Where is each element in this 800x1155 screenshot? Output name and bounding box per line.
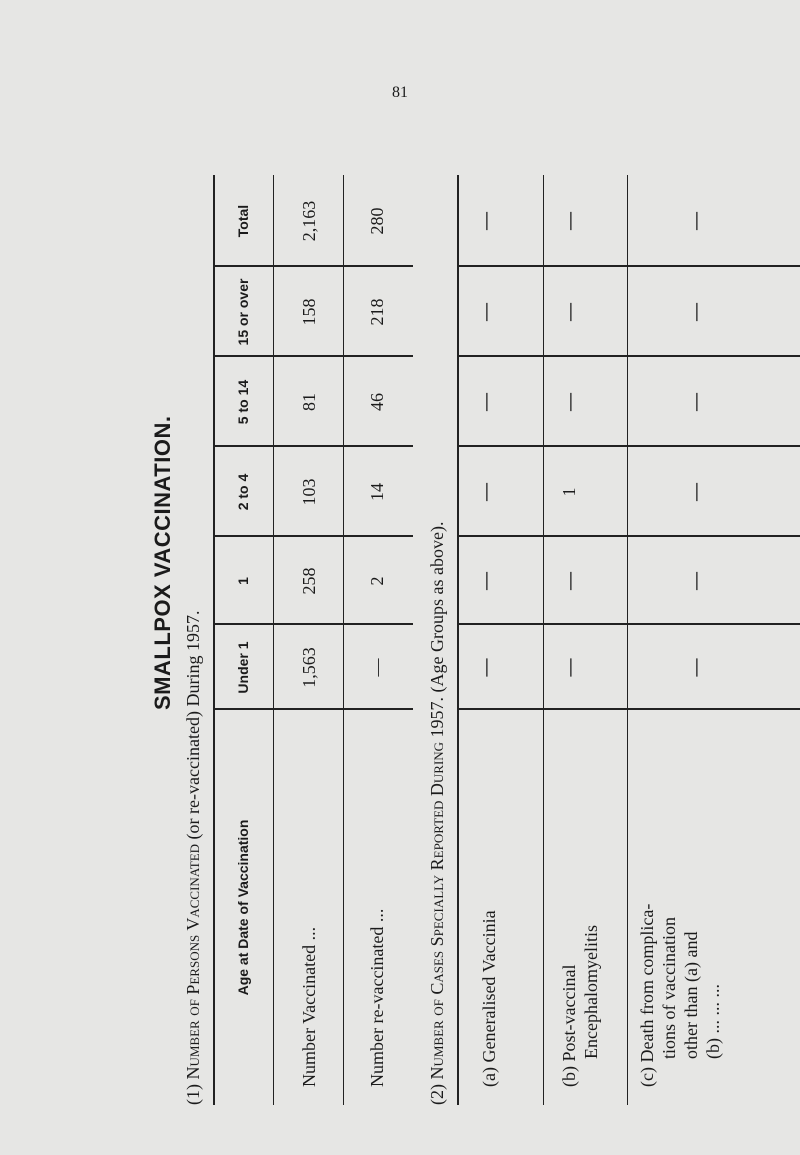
section-2-prefix: (2) Number of Cases Specially Reported During 1957. <box>427 696 447 1105</box>
table-cell: — <box>475 393 495 411</box>
column-header: 1 <box>235 577 251 585</box>
table-cell: — <box>559 303 579 321</box>
section-1-suffix: (or re-vaccinated) During 1957. <box>183 610 203 844</box>
table-cell: — <box>475 572 495 590</box>
table-cell: 2,163 <box>299 200 319 242</box>
table-cell: — <box>685 658 705 677</box>
rotated-page-content <box>115 175 800 1105</box>
table2-col-divider <box>457 623 800 625</box>
row-label-death-line4: (b) ... ... ... <box>703 984 723 1059</box>
table2-col-divider <box>457 708 800 710</box>
table-cell: 14 <box>367 483 387 501</box>
table-cell: — <box>685 483 705 501</box>
table-cell: — <box>367 658 387 677</box>
page-heading: SMALLPOX VACCINATION. <box>150 415 175 710</box>
row-label-vaccinated: Number Vaccinated ... <box>299 926 319 1087</box>
table-cell: 1 <box>559 487 579 497</box>
table2-col-divider <box>457 355 800 357</box>
table2-row-rule <box>627 175 628 1105</box>
section-1-emphasis: Vaccinated <box>183 843 203 931</box>
table-cell: 158 <box>299 298 319 326</box>
column-header: Total <box>235 204 251 238</box>
column-header: Under 1 <box>235 641 251 694</box>
table-cell: — <box>685 212 705 230</box>
table-cell: 2 <box>367 576 387 586</box>
row-label-revaccinated: Number re-vaccinated ... <box>367 908 387 1087</box>
table-cell: — <box>475 483 495 501</box>
table-cell: — <box>685 572 705 590</box>
row-label-death-line2: tions of vaccination <box>659 917 679 1059</box>
table2-col-divider <box>457 265 800 267</box>
table-cell: — <box>475 212 495 230</box>
special-cases-table <box>115 175 800 1105</box>
row-label-death-line3: other than (a) and <box>681 931 701 1059</box>
row-label-post-vaccinal-line2: Encephalomyelitis <box>581 925 601 1059</box>
page-number: 81 <box>392 84 408 101</box>
table-cell: — <box>685 303 705 321</box>
table2-top-rule <box>457 175 459 1105</box>
row-label-post-vaccinal: (b) Post-vaccinal <box>559 964 579 1087</box>
table-cell: — <box>559 393 579 411</box>
table-cell: 81 <box>299 393 319 411</box>
row-label-generalised-vaccinia: (a) Generalised Vaccinia <box>479 910 499 1087</box>
column-header: 2 to 4 <box>235 473 251 511</box>
column-header: 15 or over <box>235 278 251 346</box>
table2-col-divider <box>457 445 800 447</box>
table2-row-rule <box>543 175 544 1105</box>
table-cell: 46 <box>367 393 387 411</box>
table-cell: — <box>475 303 495 321</box>
table1-header-label: Age at Date of Vaccination <box>235 819 251 996</box>
column-header: 5 to 14 <box>235 379 251 425</box>
table-cell: 1,563 <box>299 647 319 688</box>
table-cell: 103 <box>299 478 319 506</box>
row-label-death: (c) Death from complica- <box>637 903 657 1087</box>
section-1-prefix: (1) Number of Persons <box>183 930 203 1105</box>
table-cell: 258 <box>299 567 319 595</box>
table-cell: 218 <box>367 298 387 326</box>
table-cell: — <box>559 212 579 230</box>
table-cell: 280 <box>367 207 387 235</box>
table-cell: — <box>475 658 495 677</box>
table-cell: — <box>559 658 579 677</box>
section-2-suffix: (Age Groups as above). <box>427 521 447 697</box>
table2-col-divider <box>457 535 800 537</box>
table-cell: — <box>685 393 705 411</box>
table-cell: — <box>559 572 579 590</box>
